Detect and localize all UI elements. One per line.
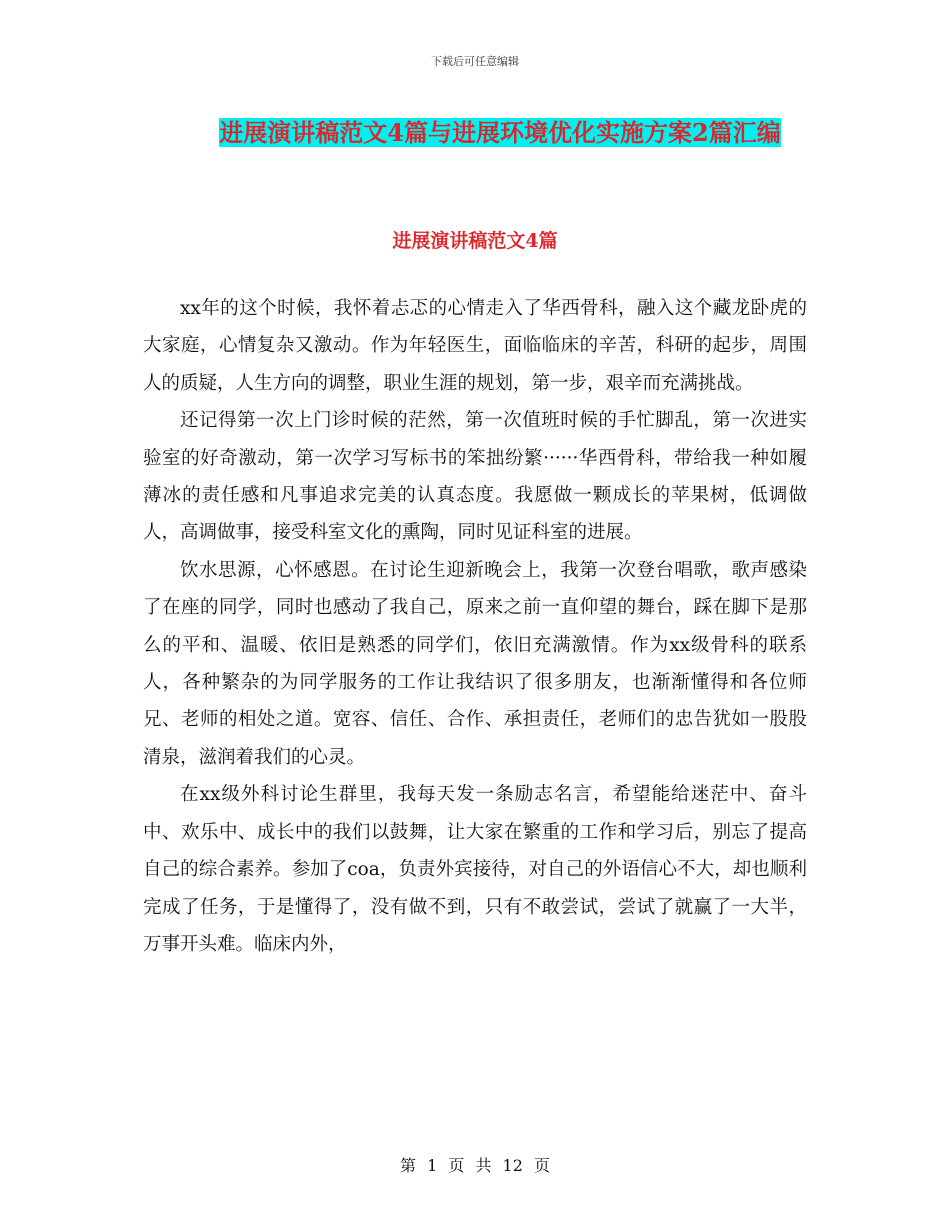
- paragraph: 饮水思源，心怀感恩。在讨论生迎新晚会上，我第一次登台唱歌，歌声感染了在座的同学，同时也感动了我自己，原来之前一直仰望的舞台，踩在脚下是那么的平和、温暖、依旧是熟悉的同学们，依旧充满激情。作为xx级骨科的联系人，各种繁杂的为同学服务的工作让我结识了很多朋友，也渐渐懂得和各位师兄、老师的相处之道。宽容、信任、合作、承担责任，老师们的忠告犹如一股股清泉，滋润着我们的心灵。: [143, 559, 807, 768]
- section-title: 进展演讲稿范文4篇: [392, 230, 558, 252]
- paragraph: 在xx级外科讨论生群里，我每天发一条励志名言，希望能给迷茫中、奋斗中、欢乐中、成长中的我们以鼓舞，让大家在繁重的工作和学习后，别忘了提高自己的综合素养。参加了coa，负责外宾接待，对自己的外语信心不大，却也顺利完成了任务，于是懂得了，没有做不到，只有不敢尝试，尝试了就赢了一大半，万事开头难。临床内外，: [143, 784, 807, 955]
- document-body: [143, 290, 807, 963]
- document-title: [190, 112, 810, 154]
- paragraph: 还记得第一次上门诊时候的茫然，第一次值班时候的手忙脚乱，第一次进实验室的好奇激动，第一次学习写标书的笨拙纷繁······华西骨科，带给我一种如履薄冰的责任感和凡事追求完美的认真态度。我愿做一颗成长的苹果树，低调做人，高调做事，接受科室文化的熏陶，同时见证科室的进展。: [143, 410, 807, 544]
- document-title-text: 进展演讲稿范文4篇与进展环境优化实施方案2篇汇编: [219, 118, 781, 147]
- header-note: 下载后可任意编辑: [431, 55, 519, 68]
- paragraph: xx年的这个时候，我怀着忐忑的心情走入了华西骨科，融入这个藏龙卧虎的大家庭，心情复杂又激动。作为年轻医生，面临临床的辛苦，科研的起步，周围人的质疑，人生方向的调整，职业生涯的规划，第一步，艰辛而充满挑战。: [143, 298, 807, 394]
- page-footer: 第 1 页 共 12 页: [400, 1156, 550, 1175]
